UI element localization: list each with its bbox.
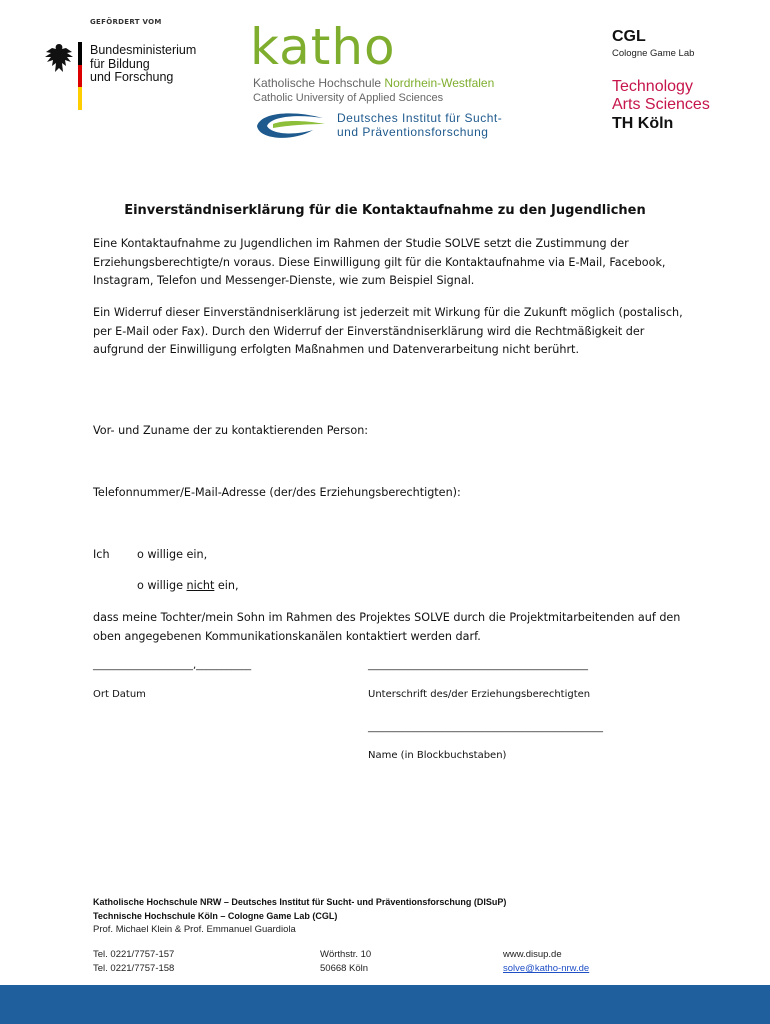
consent-no-suffix: ein, (214, 579, 239, 592)
footer-website[interactable]: www.disup.de (503, 949, 562, 960)
place-date-label: Ort Datum (93, 689, 146, 700)
katho-logo: katho (250, 18, 396, 76)
bmbf-line: und Forschung (90, 70, 174, 84)
block-letters-name-label: Name (in Blockbuchstaben) (368, 750, 507, 761)
th-logo-line: Technology (612, 78, 693, 95)
place-date-field[interactable]: ____________________,___________ (93, 660, 252, 671)
disup-logo-icon (253, 108, 333, 140)
cgl-logo-subtitle: Cologne Game Lab (612, 48, 695, 59)
katho-subtitle-english: Catholic University of Applied Sciences (253, 92, 444, 104)
consent-no-prefix: o willige (137, 579, 187, 592)
footer-phone-2: Tel. 0221/7757-158 (93, 963, 175, 974)
footer-institution-1: Katholische Hochschule NRW – Deutsches Institut für Sucht- und Präventionsforschung (DISuP) (93, 897, 507, 907)
footer-professors: Prof. Michael Klein & Prof. Emmanuel Guardiola (93, 924, 296, 935)
katho-subtitle (253, 76, 494, 90)
footer-city: 50668 Köln (320, 963, 369, 974)
bmbf-line: für Bildung (90, 56, 150, 71)
footer-phone-1: Tel. 0221/7757-157 (93, 949, 175, 960)
th-logo-name: TH Köln (612, 115, 674, 132)
document-title: Einverständniserklärung für die Kontaktaufnahme zu den Jugendlichen (124, 203, 646, 218)
contact-name-label: Vor- und Zuname der zu kontaktierenden Person: (93, 424, 369, 437)
disup-line: und Präventionsforschung (337, 125, 489, 139)
cgl-logo-title: CGL (612, 28, 646, 45)
bmbf-line: Bundesministerium (90, 43, 197, 57)
consent-no-option[interactable] (137, 579, 239, 592)
footer-street: Wörthstr. 10 (320, 949, 372, 960)
paragraph-intro: Eine Kontaktaufnahme zu Jugendlichen im Rahmen der Studie SOLVE setzt die Zustimmung der Erziehungsberechtigte/n voraus. Diese Einwilligung gilt für die Kontaktaufnahme via E-Mail, Facebook, Instagram, Telefon und Messenger-Dienste, wie zum Beispiel Signal. (93, 237, 666, 287)
contact-phone-label: Telefonnummer/E-Mail-Adresse (der/des Erziehungsberechtigten): (93, 486, 461, 499)
consent-no-emphasis: nicht (186, 579, 215, 592)
block-letters-name-field[interactable]: _______________________________________________ (368, 722, 603, 733)
consent-yes-option[interactable]: o willige ein, (137, 548, 208, 561)
federal-eagle-icon (44, 42, 74, 76)
disup-line: Deutsches Institut für Sucht- (337, 111, 503, 125)
footer-email-link[interactable]: solve@katho-nrw.de (503, 963, 590, 974)
consent-statement: dass meine Tochter/mein Sohn im Rahmen des Projektes SOLVE durch die Projektmitarbeitenden auf den oben angegebenen Kommunikationskanälen kontaktiert werden darf. (93, 611, 681, 643)
german-flag-stripe (78, 42, 82, 110)
footer-institution-2: Technische Hochschule Köln – Cologne Game Lab (CGL) (93, 911, 338, 921)
bmbf-logo-text (90, 44, 196, 85)
ich-label: Ich (93, 548, 110, 561)
katho-subtitle-region: Nordrhein-Westfalen (384, 76, 495, 90)
signature-label: Unterschrift des/der Erziehungsberechtigten (368, 689, 591, 700)
funded-by-label: GEFÖRDERT VOM (90, 18, 162, 26)
katho-subtitle-part: Katholische Hochschule (253, 76, 385, 90)
th-logo-line: Arts Sciences (612, 96, 710, 113)
paragraph-revocation: Ein Widerruf dieser Einverständniserklärung ist jederzeit mit Wirkung für die Zukunft möglich (postalisch, per E-Mail oder Fax). Durch den Widerruf der Einverständniserklärung wird die Rechtmäßigkeit der aufgrund der Einwilligung erfolgten Maßnahmen und Datenverarbeitung nicht berührt. (93, 306, 683, 356)
disup-logo-text (337, 111, 502, 139)
signature-field[interactable]: ____________________________________________ (368, 660, 588, 671)
footer-bar (0, 985, 770, 1024)
